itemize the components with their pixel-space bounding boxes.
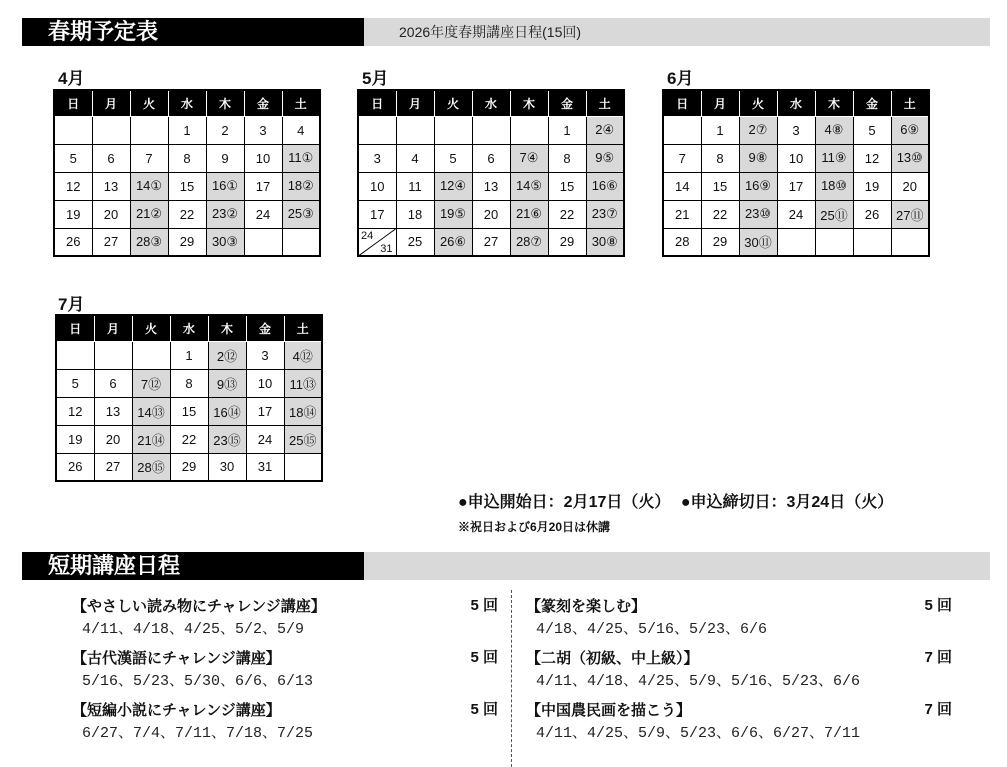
calendar-day: 5 bbox=[54, 144, 92, 172]
calendar-day: 18⑭ bbox=[284, 397, 322, 425]
weekday-header: 月 bbox=[701, 90, 739, 116]
course-sessions: 5 回 bbox=[470, 701, 498, 718]
calendar-day bbox=[284, 453, 322, 481]
calendar-day: 25⑮ bbox=[284, 425, 322, 453]
weekday-header: 月 bbox=[396, 90, 434, 116]
calendar-day: 8 bbox=[168, 144, 206, 172]
calendar-day: 5 bbox=[434, 144, 472, 172]
calendar-day: 21⑭ bbox=[132, 425, 170, 453]
calendar-day: 10 bbox=[244, 144, 282, 172]
course-dates: 4/11、4/25、5/9、5/23、6/6、6/27、7/11 bbox=[536, 725, 861, 742]
calendar-april bbox=[53, 89, 321, 257]
calendar-day: 21 bbox=[663, 200, 701, 228]
calendar-day bbox=[54, 116, 92, 144]
calendar-day: 14⑬ bbox=[132, 397, 170, 425]
calendar-day: 23⑮ bbox=[208, 425, 246, 453]
weekday-header: 金 bbox=[244, 90, 282, 116]
calendar-day: 30 bbox=[208, 453, 246, 481]
course-name: 【やさしい読み物にチャレンジ講座】 bbox=[72, 597, 326, 615]
calendar-day: 3 bbox=[777, 116, 815, 144]
weekday-header: 日 bbox=[54, 90, 92, 116]
weekday-header: 水 bbox=[777, 90, 815, 116]
calendar-day: 2④ bbox=[586, 116, 624, 144]
weekday-header: 月 bbox=[94, 315, 132, 341]
course-name: 【古代漢語にチャレンジ講座】 bbox=[72, 649, 281, 667]
calendar-day: 27 bbox=[92, 228, 130, 256]
calendar-day: 25③ bbox=[282, 200, 320, 228]
calendar-day: 4 bbox=[282, 116, 320, 144]
calendar-day: 2⑦ bbox=[739, 116, 777, 144]
calendar-day: 4⑧ bbox=[815, 116, 853, 144]
calendar-day: 5 bbox=[853, 116, 891, 144]
calendar-day: 9⑬ bbox=[208, 369, 246, 397]
calendar-day: 5 bbox=[56, 369, 94, 397]
course-item bbox=[72, 594, 498, 646]
calendar-day: 17 bbox=[358, 200, 396, 228]
column-divider bbox=[511, 590, 512, 767]
calendar-day: 17 bbox=[246, 397, 284, 425]
calendar-day bbox=[891, 228, 929, 256]
calendar-day: 6 bbox=[92, 144, 130, 172]
course-item bbox=[72, 698, 498, 750]
calendar-day bbox=[434, 116, 472, 144]
calendar-day: 24 bbox=[244, 200, 282, 228]
calendar-day: 3 bbox=[358, 144, 396, 172]
calendar-day: 20 bbox=[92, 200, 130, 228]
calendar-day: 4 bbox=[396, 144, 434, 172]
calendar-day: 28③ bbox=[130, 228, 168, 256]
calendar-day: 26⑥ bbox=[434, 228, 472, 256]
calendar-day bbox=[132, 341, 170, 369]
calendar-day: 15 bbox=[170, 397, 208, 425]
course-dates: 4/18、4/25、5/16、5/23、6/6 bbox=[536, 621, 768, 638]
weekday-header: 日 bbox=[358, 90, 396, 116]
calendar-day: 23⑦ bbox=[586, 200, 624, 228]
calendar-day: 29 bbox=[548, 228, 586, 256]
calendar-day: 1 bbox=[548, 116, 586, 144]
calendar-day: 7⑫ bbox=[132, 369, 170, 397]
calendar-day: 15 bbox=[548, 172, 586, 200]
calendar-day: 13 bbox=[472, 172, 510, 200]
calendar-day: 10 bbox=[358, 172, 396, 200]
course-sessions: 5 回 bbox=[924, 597, 952, 614]
calendar-day: 13⑩ bbox=[891, 144, 929, 172]
calendar-day: 20 bbox=[472, 200, 510, 228]
calendar-day: 9⑧ bbox=[739, 144, 777, 172]
calendar-day bbox=[510, 116, 548, 144]
weekday-header: 木 bbox=[208, 315, 246, 341]
month-label-may: 5月 bbox=[362, 69, 389, 88]
calendar-day: 26 bbox=[56, 453, 94, 481]
calendar-day: 2⑫ bbox=[208, 341, 246, 369]
calendar-day: 3 bbox=[244, 116, 282, 144]
calendar-day: 20 bbox=[94, 425, 132, 453]
calendar-day bbox=[663, 116, 701, 144]
weekday-header: 水 bbox=[170, 315, 208, 341]
application-start-date: ●申込開始日：2月17日（火） bbox=[458, 494, 671, 511]
calendar-day: 23② bbox=[206, 200, 244, 228]
calendar-day: 2 bbox=[206, 116, 244, 144]
calendar-day: 27 bbox=[472, 228, 510, 256]
calendar-day: 18⑩ bbox=[815, 172, 853, 200]
calendar-day: 7 bbox=[663, 144, 701, 172]
weekday-header: 土 bbox=[282, 90, 320, 116]
calendar-day: 19 bbox=[56, 425, 94, 453]
calendar-day: 11① bbox=[282, 144, 320, 172]
calendar-day: 30⑧ bbox=[586, 228, 624, 256]
application-notes bbox=[458, 489, 899, 535]
calendar-day: 29 bbox=[170, 453, 208, 481]
course-dates: 4/11、4/18、4/25、5/2、5/9 bbox=[82, 621, 305, 638]
calendar-day: 19⑤ bbox=[434, 200, 472, 228]
calendar-day bbox=[358, 228, 396, 256]
weekday-header: 土 bbox=[891, 90, 929, 116]
month-label-july: 7月 bbox=[58, 295, 85, 314]
calendar-day: 7 bbox=[130, 144, 168, 172]
course-item bbox=[72, 646, 498, 698]
calendar-day: 19 bbox=[853, 172, 891, 200]
weekday-header: 土 bbox=[586, 90, 624, 116]
calendar-day: 16⑭ bbox=[208, 397, 246, 425]
course-name: 【短編小説にチャレンジ講座】 bbox=[72, 701, 281, 719]
calendar-day: 29 bbox=[701, 228, 739, 256]
calendar-day: 12④ bbox=[434, 172, 472, 200]
calendar-day: 16⑨ bbox=[739, 172, 777, 200]
course-name: 【二胡（初級、中上級）】 bbox=[526, 649, 699, 667]
calendar-day: 26 bbox=[853, 200, 891, 228]
calendar-day bbox=[130, 116, 168, 144]
calendar-day bbox=[94, 341, 132, 369]
calendar-day: 18 bbox=[396, 200, 434, 228]
course-dates: 5/16、5/23、5/30、6/6、6/13 bbox=[82, 673, 314, 690]
course-name: 【中国農民画を描こう】 bbox=[526, 701, 692, 719]
application-end-date: ●申込締切日：3月24日（火） bbox=[680, 494, 894, 511]
course-sessions: 7 回 bbox=[924, 701, 952, 718]
calendar-day: 24 bbox=[246, 425, 284, 453]
calendar-day: 4⑫ bbox=[284, 341, 322, 369]
calendar-day: 26 bbox=[54, 228, 92, 256]
calendar-day: 3 bbox=[246, 341, 284, 369]
short-course-header-bar bbox=[364, 552, 990, 580]
calendar-day: 28⑮ bbox=[132, 453, 170, 481]
calendar-day: 25 bbox=[396, 228, 434, 256]
split-day-top: 24 bbox=[361, 229, 374, 242]
weekday-header: 金 bbox=[246, 315, 284, 341]
calendar-day: 10 bbox=[777, 144, 815, 172]
calendar-day: 15 bbox=[168, 172, 206, 200]
course-item bbox=[526, 594, 952, 646]
split-day-bottom: 31 bbox=[380, 243, 393, 255]
course-sessions: 5 回 bbox=[470, 597, 498, 614]
calendar-day: 22 bbox=[548, 200, 586, 228]
calendar-day: 13 bbox=[92, 172, 130, 200]
calendar-day: 28 bbox=[663, 228, 701, 256]
calendar-day: 6 bbox=[94, 369, 132, 397]
course-item bbox=[526, 698, 952, 750]
weekday-header: 火 bbox=[130, 90, 168, 116]
calendar-day: 13 bbox=[94, 397, 132, 425]
application-dates bbox=[458, 489, 899, 512]
calendar-day: 30⑪ bbox=[739, 228, 777, 256]
month-label-april: 4月 bbox=[58, 69, 85, 88]
calendar-day bbox=[358, 116, 396, 144]
calendar-day: 14① bbox=[130, 172, 168, 200]
calendar-day: 10 bbox=[246, 369, 284, 397]
calendar-day: 21⑥ bbox=[510, 200, 548, 228]
calendar-day bbox=[56, 341, 94, 369]
calendar-day: 16⑥ bbox=[586, 172, 624, 200]
calendar-day bbox=[853, 228, 891, 256]
calendar-day: 22 bbox=[170, 425, 208, 453]
calendar-day: 1 bbox=[168, 116, 206, 144]
calendar-day bbox=[472, 116, 510, 144]
weekday-header: 木 bbox=[206, 90, 244, 116]
calendar-day: 17 bbox=[244, 172, 282, 200]
calendar-day: 30③ bbox=[206, 228, 244, 256]
short-course-header bbox=[22, 552, 990, 580]
calendar-day: 1 bbox=[170, 341, 208, 369]
calendar-day: 22 bbox=[168, 200, 206, 228]
course-dates: 6/27、7/4、7/11、7/18、7/25 bbox=[82, 725, 314, 742]
short-course-title: 短期講座日程 bbox=[22, 552, 364, 580]
course-item bbox=[526, 646, 952, 698]
calendar-day: 31 bbox=[246, 453, 284, 481]
calendar-day: 12 bbox=[853, 144, 891, 172]
weekday-header: 火 bbox=[132, 315, 170, 341]
weekday-header: 火 bbox=[434, 90, 472, 116]
spring-schedule-title: 春期予定表 bbox=[22, 18, 364, 46]
calendar-day: 1 bbox=[701, 116, 739, 144]
calendar-day bbox=[282, 228, 320, 256]
weekday-header: 火 bbox=[739, 90, 777, 116]
calendar-day: 16① bbox=[206, 172, 244, 200]
spring-schedule-subtitle: 2026年度春期講座日程(15回) bbox=[364, 18, 990, 46]
calendar-day bbox=[777, 228, 815, 256]
calendar-day: 11⑬ bbox=[284, 369, 322, 397]
weekday-header: 金 bbox=[548, 90, 586, 116]
weekday-header: 木 bbox=[510, 90, 548, 116]
calendar-day: 6 bbox=[472, 144, 510, 172]
calendar-day: 17 bbox=[777, 172, 815, 200]
calendar-july bbox=[55, 314, 323, 482]
course-sessions: 7 回 bbox=[924, 649, 952, 666]
spring-schedule-header bbox=[22, 18, 990, 46]
calendar-day: 8 bbox=[548, 144, 586, 172]
calendar-day bbox=[815, 228, 853, 256]
weekday-header: 日 bbox=[663, 90, 701, 116]
calendar-day bbox=[244, 228, 282, 256]
weekday-header: 土 bbox=[284, 315, 322, 341]
calendar-day: 19 bbox=[54, 200, 92, 228]
weekday-header: 木 bbox=[815, 90, 853, 116]
calendar-day: 24 bbox=[777, 200, 815, 228]
calendar-day: 22 bbox=[701, 200, 739, 228]
weekday-header: 月 bbox=[92, 90, 130, 116]
calendar-day: 8 bbox=[170, 369, 208, 397]
calendar-day: 7④ bbox=[510, 144, 548, 172]
calendar-day: 6⑨ bbox=[891, 116, 929, 144]
course-list-right bbox=[526, 594, 952, 750]
course-dates: 4/11、4/18、4/25、5/9、5/16、5/23、6/6 bbox=[536, 673, 861, 690]
course-sessions: 5 回 bbox=[470, 649, 498, 666]
calendar-day: 18② bbox=[282, 172, 320, 200]
month-label-june: 6月 bbox=[667, 69, 694, 88]
weekday-header: 日 bbox=[56, 315, 94, 341]
calendar-day: 27⑪ bbox=[891, 200, 929, 228]
calendar-day: 12 bbox=[56, 397, 94, 425]
calendar-day: 29 bbox=[168, 228, 206, 256]
course-list-left bbox=[72, 594, 498, 750]
calendar-day: 21② bbox=[130, 200, 168, 228]
calendar-day: 20 bbox=[891, 172, 929, 200]
calendar-day: 25⑪ bbox=[815, 200, 853, 228]
calendar-day: 9 bbox=[206, 144, 244, 172]
weekday-header: 水 bbox=[168, 90, 206, 116]
holiday-note: ※祝日および6月20日は休講 bbox=[458, 520, 611, 534]
calendar-day: 11⑨ bbox=[815, 144, 853, 172]
calendar-day bbox=[92, 116, 130, 144]
calendar-day: 28⑦ bbox=[510, 228, 548, 256]
weekday-header: 金 bbox=[853, 90, 891, 116]
calendar-day: 12 bbox=[54, 172, 92, 200]
calendar-june bbox=[662, 89, 930, 257]
calendar-day: 15 bbox=[701, 172, 739, 200]
calendar-day: 14⑤ bbox=[510, 172, 548, 200]
calendar-day: 14 bbox=[663, 172, 701, 200]
course-name: 【篆刻を楽しむ】 bbox=[526, 597, 647, 615]
calendar-day: 27 bbox=[94, 453, 132, 481]
weekday-header: 水 bbox=[472, 90, 510, 116]
calendar-day bbox=[396, 116, 434, 144]
calendar-may bbox=[357, 89, 625, 257]
calendar-day: 8 bbox=[701, 144, 739, 172]
calendar-day: 9⑤ bbox=[586, 144, 624, 172]
calendar-day: 11 bbox=[396, 172, 434, 200]
calendar-day: 23⑩ bbox=[739, 200, 777, 228]
